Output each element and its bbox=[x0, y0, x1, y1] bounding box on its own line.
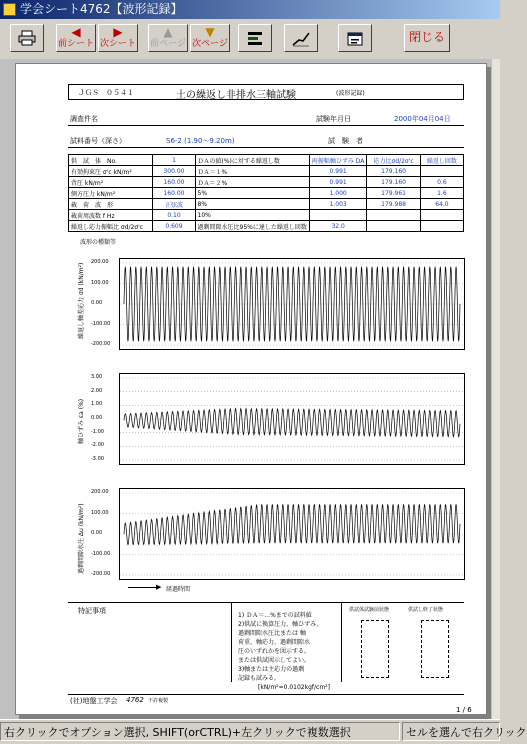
status-bar bbox=[0, 719, 527, 744]
param-cell-c5 bbox=[420, 210, 463, 221]
param-cell-c5 bbox=[420, 166, 463, 177]
parameter-table bbox=[68, 154, 464, 232]
param-cell-c4: 179.160 bbox=[367, 177, 420, 188]
arrow-up-icon: ▲ bbox=[163, 25, 173, 39]
param-cell-c2: 5% bbox=[195, 188, 309, 199]
param-cell-c4: 179.988 bbox=[367, 199, 420, 210]
settings-button[interactable] bbox=[338, 24, 372, 52]
param-cell-c5: 64.0 bbox=[420, 199, 463, 210]
y-tick-label: 0.00 bbox=[91, 415, 103, 421]
param-cell-c5 bbox=[420, 221, 463, 232]
status-hint-left: 右クリックでオプション選択, SHIFT(orCTRL)+左クリックで複数選択 bbox=[0, 722, 400, 741]
sample-label: 試料番号（深さ） bbox=[70, 137, 126, 145]
note-line: 2)供試に換算圧力、軸ひずみ、 bbox=[238, 621, 323, 628]
param-cell-label: 載 荷 波 形 bbox=[69, 199, 153, 210]
y-tick-label: 3.00 bbox=[91, 374, 103, 380]
param-cell-value: 0.609 bbox=[153, 221, 195, 232]
param-cell-c4 bbox=[367, 210, 420, 221]
param-cell-c3: 1.003 bbox=[309, 199, 367, 210]
document-viewport bbox=[0, 59, 500, 719]
time-arrow bbox=[128, 587, 158, 588]
param-row bbox=[69, 166, 464, 177]
y-tick-label: 0.00 bbox=[91, 530, 103, 536]
chart-axial-strain bbox=[119, 373, 465, 465]
param-cell-c3: 1.000 bbox=[309, 188, 367, 199]
toolbar bbox=[0, 19, 500, 60]
param-cell-c3: 両振幅軸ひずみ DA bbox=[309, 155, 367, 166]
arrow-right-icon: ▶ bbox=[113, 25, 123, 39]
window-title: 学会シート4762【波形記録】 bbox=[20, 2, 183, 16]
chart-deviator-stress bbox=[119, 258, 465, 350]
title-bar bbox=[0, 0, 500, 19]
note-line: 荷重、軸応力、過剰間隙水 bbox=[238, 639, 311, 646]
notes-label: 特記事項 bbox=[78, 607, 106, 615]
status-hint-right: セルを選んで右クリック bbox=[402, 722, 500, 741]
app-icon bbox=[3, 3, 16, 16]
report-page: ＪＧＳ ０５４１ 土の繰返し非排水三軸試験 (波形記録) 調査件名 試験年月日 2000年04月04日 試料番号（深さ） S6-2 (1.90～9.20m) 試 験 者 供 試 体 No. 1 ＤＡの値(%)に対する繰返し数 両振幅軸ひずみ DA 応力比σd/2σ'c 繰返し回数 有効拘束圧 σ'c kN/m² 300.00 ＤＡ＝１% 0.991 179.160 背圧 kN/m² 160.00 ＤＡ＝２% 0.991 179.160 0.6 側方圧力 kN/m² 160.00 5% 1.000 179.961 1.6 載 荷 波 形 正弦波 8% 1.003 179.988 64.0 載荷周波数 f Hz 0.10 10% 繰返し応力振幅比 σd/2σ'c 0.609 過剰間隙水圧比95%に達した繰返し回数 32.0 波形の種類等 200.00 100.00 0.00 -100.00 -200.00 3.00 2.00 1.00 0.00 -1.00 -2.00 -3.00 200.00 100.00 0.00 -100.00 -200.00 繰返し軸差応力 σd (kN/m²) 軸ひずみ εa (%) 過剰間隙水圧 Δu (kN/m²) ▶ 経過時間 特記事項 1) ＤＡ＝…%までの試料値 2)供試に換算圧力、軸ひずみ、 過剰間隙水圧比または 軸 荷重、軸応力、過剰間隙水 圧のいずれかを図示する。 または供試図示してよい。 3)軸または主応力の過剰 記録も試みる。 [kN/m²=0.0102kgf/cm²] 供試体試験前状態 供試し終了状態 (社)地盤工学会 4762 不許複製 1 / 6 bbox=[15, 63, 487, 715]
next-page-button[interactable]: ▼ 次ページ bbox=[190, 24, 230, 52]
y-tick-label: 200.00 bbox=[91, 259, 109, 265]
specimen-box-after bbox=[421, 620, 449, 678]
param-cell-c4: 応力比σd/2σ'c bbox=[367, 155, 420, 166]
note-line: 記録も試みる。 bbox=[238, 675, 281, 682]
data-view-button[interactable] bbox=[238, 24, 272, 52]
sheet-number: 4762 bbox=[126, 696, 144, 704]
param-cell-c4: 179.961 bbox=[367, 188, 420, 199]
param-row bbox=[69, 155, 464, 166]
properties-icon bbox=[346, 30, 364, 48]
param-cell-c2: ＤＡ＝１% bbox=[195, 166, 309, 177]
param-cell-value: 1 bbox=[153, 155, 195, 166]
date-value: 2000年04月04日 bbox=[394, 115, 451, 123]
param-cell-label: 背圧 kN/m² bbox=[69, 177, 153, 188]
param-cell-c3: 0.991 bbox=[309, 177, 367, 188]
param-cell-label: 繰返し応力振幅比 σd/2σ'c bbox=[69, 221, 153, 232]
sheet-title-note: (波形記録) bbox=[336, 90, 365, 97]
prev-sheet-button[interactable]: ◀ 前シート bbox=[56, 24, 96, 52]
arrow-down-icon: ▼ bbox=[205, 25, 215, 39]
note-line: または供試図示してよい。 bbox=[238, 657, 311, 664]
survey-label: 調査件名 bbox=[70, 115, 98, 123]
units-note: [kN/m²=0.0102kgf/cm²] bbox=[258, 684, 330, 691]
note-line: 3)軸または主応力の過剰 bbox=[238, 666, 305, 673]
next-sheet-button[interactable]: ▶ 次シート bbox=[98, 24, 138, 52]
y-tick-label: -1.00 bbox=[91, 428, 104, 435]
param-cell-c4 bbox=[367, 221, 420, 232]
y-tick-label: -3.00 bbox=[91, 456, 104, 462]
param-cell-value: 300.00 bbox=[153, 166, 195, 177]
ylabel-stress: 繰返し軸差応力 σd (kN/m²) bbox=[78, 262, 85, 339]
note-line: 圧のいずれかを図示する。 bbox=[238, 648, 311, 655]
param-cell-c5: 繰返し回数 bbox=[420, 155, 463, 166]
ylabel-pore: 過剰間隙水圧 Δu (kN/m²) bbox=[78, 503, 85, 574]
note-line: 過剰間隙水圧比または 軸 bbox=[238, 630, 306, 637]
param-cell-value: 160.00 bbox=[153, 177, 195, 188]
param-cell-value: 正弦波 bbox=[153, 199, 195, 210]
specimen-box-before bbox=[361, 620, 389, 678]
y-tick-label: -2.00 bbox=[91, 442, 104, 449]
param-cell-c5: 0.6 bbox=[420, 177, 463, 188]
print-button[interactable] bbox=[10, 24, 44, 52]
param-cell-c3: 0.991 bbox=[309, 166, 367, 177]
graph-scale-button[interactable] bbox=[284, 24, 318, 52]
y-tick-label: -200.00 bbox=[91, 571, 111, 577]
param-row bbox=[69, 210, 464, 221]
standard-code: ＪＧＳ ０５４１ bbox=[78, 89, 134, 97]
y-tick-label: -200.00 bbox=[91, 341, 111, 347]
vertical-scrollbar[interactable] bbox=[492, 59, 500, 719]
param-row bbox=[69, 221, 464, 232]
ylabel-strain: 軸ひずみ εa (%) bbox=[78, 398, 85, 444]
date-label: 試験年月日 bbox=[316, 115, 351, 123]
chart-pore-pressure bbox=[119, 488, 465, 580]
y-tick-label: -100.00 bbox=[91, 320, 111, 327]
param-cell-label: 有効拘束圧 σ'c kN/m² bbox=[69, 166, 153, 177]
y-tick-label: 0.00 bbox=[91, 300, 103, 306]
param-cell-label: 供 試 体 No. bbox=[69, 155, 153, 166]
param-cell-value: 160.00 bbox=[153, 188, 195, 199]
param-cell-c2: 8% bbox=[195, 199, 309, 210]
param-cell-c2: 10% bbox=[195, 210, 309, 221]
param-cell-label: 側方圧力 kN/m² bbox=[69, 188, 153, 199]
prev-page-button[interactable]: ▲ 前ページ bbox=[148, 24, 188, 52]
param-cell-label: 載荷周波数 f Hz bbox=[69, 210, 153, 221]
param-cell-c2: ＤＡの値(%)に対する繰返し数 bbox=[195, 155, 309, 166]
note-line: 1) ＤＡ＝…%までの試料値 bbox=[238, 612, 312, 619]
box1-label: 供試体試験前状態 bbox=[349, 607, 390, 613]
close-button[interactable]: 閉じる bbox=[404, 24, 450, 52]
sheet-title: 土の繰返し非排水三軸試験 bbox=[176, 90, 296, 101]
line-chart-icon bbox=[291, 30, 311, 48]
arrow-left-icon: ◀ bbox=[71, 25, 81, 39]
bars-icon bbox=[246, 30, 264, 48]
y-tick-label: 200.00 bbox=[91, 489, 109, 495]
society-name: (社)地盤工学会 bbox=[70, 697, 118, 705]
param-cell-c3: 32.0 bbox=[309, 221, 367, 232]
y-tick-label: 2.00 bbox=[91, 387, 103, 394]
param-cell-value: 0.10 bbox=[153, 210, 195, 221]
y-tick-label: 100.00 bbox=[91, 279, 109, 286]
printer-icon bbox=[18, 30, 36, 46]
y-tick-label: 1.00 bbox=[91, 401, 103, 408]
tester-label: 試 験 者 bbox=[328, 137, 363, 145]
param-cell-c5: 1.6 bbox=[420, 188, 463, 199]
param-row bbox=[69, 177, 464, 188]
sample-value: S6-2 (1.90～9.20m) bbox=[166, 137, 235, 145]
param-cell-c3 bbox=[309, 210, 367, 221]
y-tick-label: 100.00 bbox=[91, 509, 109, 516]
param-cell-c2: ＤＡ＝２% bbox=[195, 177, 309, 188]
waveform-label: 波形の種類等 bbox=[80, 239, 117, 246]
box2-label: 供試し終了状態 bbox=[408, 607, 444, 613]
page-indicator: 1 / 6 bbox=[456, 706, 472, 714]
time-axis-label: 経過時間 bbox=[166, 586, 191, 593]
sheet-number-suffix: 不許複製 bbox=[148, 698, 169, 704]
param-cell-c2: 過剰間隙水圧比95%に達した繰返し回数 bbox=[195, 221, 309, 232]
param-row bbox=[69, 199, 464, 210]
series-line bbox=[124, 504, 460, 544]
param-cell-c4: 179.160 bbox=[367, 166, 420, 177]
y-tick-label: -100.00 bbox=[91, 550, 111, 557]
param-row bbox=[69, 188, 464, 199]
